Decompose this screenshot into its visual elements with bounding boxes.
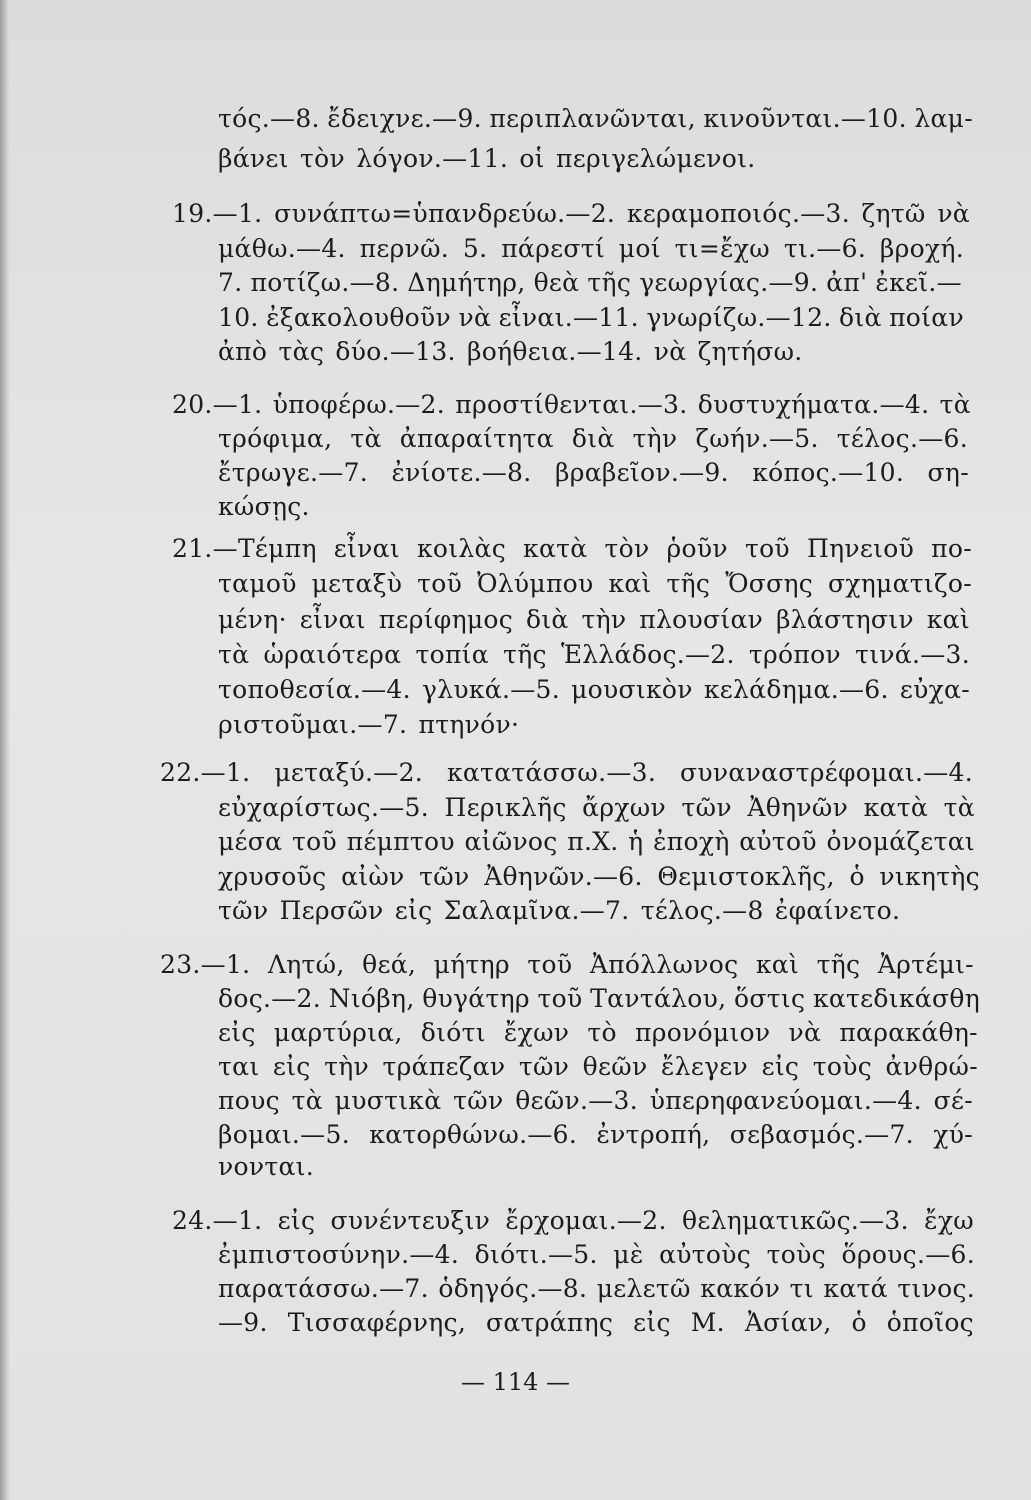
word: ποτίζω.—8. bbox=[250, 268, 400, 297]
word: ἡ bbox=[628, 827, 644, 856]
text-line bbox=[218, 144, 755, 173]
word: κατεδικάσθη bbox=[812, 984, 980, 1013]
word: εἰς bbox=[761, 1052, 800, 1081]
word: κελάδημα.—6. bbox=[703, 675, 889, 704]
text-line bbox=[218, 492, 310, 521]
word: κατά bbox=[823, 1274, 888, 1303]
word: τι bbox=[789, 1274, 814, 1303]
word: βομαι.—5. bbox=[218, 1120, 350, 1149]
word: 7. bbox=[218, 268, 243, 297]
word: εὐχα- bbox=[899, 675, 970, 704]
word: σατράπης bbox=[486, 1308, 614, 1337]
word: βραβεῖον.—9. bbox=[554, 458, 729, 487]
word: Περσῶν bbox=[279, 896, 384, 925]
text-line bbox=[218, 104, 973, 133]
word: εἰς bbox=[218, 1018, 256, 1047]
text-line bbox=[218, 862, 980, 891]
word: ἐνίοτε.—8. bbox=[391, 458, 532, 487]
text-line bbox=[218, 569, 972, 598]
word: Ἀσίαν, bbox=[744, 1308, 832, 1337]
word: αἰὼν bbox=[341, 862, 405, 891]
word: τοῦ bbox=[291, 827, 337, 856]
word: Περικλῆς bbox=[444, 793, 567, 822]
word: κινοῦνται.—10. bbox=[703, 104, 907, 133]
word: μουσικὸν bbox=[571, 675, 693, 704]
word: τὰς bbox=[278, 337, 325, 366]
word: κώσῃς. bbox=[218, 492, 310, 521]
word: διὰ bbox=[839, 303, 882, 332]
word: οἱ bbox=[519, 144, 545, 173]
word: τέλος.—6. bbox=[836, 424, 968, 453]
word: μὲ bbox=[613, 1240, 644, 1269]
text-line bbox=[218, 1308, 974, 1337]
word: τὰ bbox=[350, 424, 382, 453]
word: κατὰ bbox=[863, 793, 929, 822]
word: πάρεστί bbox=[501, 234, 605, 263]
word: περνῶ. bbox=[359, 234, 450, 263]
word: καὶ bbox=[608, 569, 652, 598]
word: ὀνομάζεται bbox=[826, 827, 975, 856]
word: ζητήσω. bbox=[697, 337, 803, 366]
word: περίφημος bbox=[378, 605, 514, 634]
word: 10. bbox=[218, 303, 259, 332]
word: τὸν bbox=[300, 144, 346, 173]
word: 21.—Τέμπη bbox=[172, 534, 317, 563]
word: Ἑλλάδος.—2. bbox=[560, 640, 735, 669]
word: 24.—1. bbox=[172, 1206, 263, 1235]
word: Τισσαφέρνης, bbox=[287, 1308, 467, 1337]
word: προστίθενται.—3. bbox=[455, 390, 688, 419]
word: γεωργίας.—9. bbox=[639, 268, 819, 297]
word: Πηνειοῦ bbox=[806, 534, 915, 563]
word: ἀνθρώ- bbox=[885, 1052, 978, 1081]
word: βάνει bbox=[218, 144, 289, 173]
word: ἀπ' bbox=[826, 268, 868, 297]
word: βοήθεια.—14. bbox=[467, 337, 643, 366]
word: εἶναι bbox=[299, 605, 366, 634]
word: δος.—2. bbox=[218, 984, 322, 1013]
word: αὐτοὺς bbox=[659, 1240, 752, 1269]
word: ἄρχων bbox=[582, 793, 666, 822]
word: τι.—6. bbox=[783, 234, 867, 263]
page-number: — 114 — bbox=[460, 1368, 571, 1396]
word: ἔχων bbox=[503, 1018, 570, 1047]
text-line bbox=[218, 984, 980, 1013]
text-line bbox=[218, 1086, 973, 1115]
word: μυστικὰ bbox=[334, 1086, 442, 1115]
word: τὸ bbox=[587, 1018, 617, 1047]
word: περιπλανῶνται, bbox=[489, 104, 696, 133]
word: μελετῶ bbox=[596, 1274, 691, 1303]
word: τὰ bbox=[943, 793, 975, 822]
word: σέ- bbox=[933, 1086, 973, 1115]
text-line bbox=[218, 605, 970, 634]
word: τρόφιμα, bbox=[218, 424, 333, 453]
word: τοὺς bbox=[812, 1052, 872, 1081]
text-line bbox=[172, 1206, 974, 1235]
text-line bbox=[218, 268, 962, 297]
word: θεά, bbox=[362, 950, 417, 979]
word: ζωήν.—5. bbox=[695, 424, 819, 453]
word: πο- bbox=[931, 534, 972, 563]
word: Θεμιστοκλῆς, bbox=[657, 862, 835, 891]
word: τὴν bbox=[632, 424, 678, 453]
word: αἰῶνος bbox=[464, 827, 558, 856]
text-line bbox=[218, 1120, 973, 1149]
word: κεραμοποιός.—3. bbox=[626, 199, 850, 228]
word: Ἀρτέμι- bbox=[877, 950, 974, 979]
word: τὰ bbox=[218, 640, 250, 669]
word: τοπία bbox=[415, 640, 489, 669]
word: καὶ bbox=[926, 605, 970, 634]
text-line bbox=[160, 950, 974, 979]
word: Σαλαμῖνα.—7. bbox=[443, 896, 630, 925]
word: ριστοῦμαι.—7. bbox=[218, 710, 408, 739]
word: ὁδηγός.—8. bbox=[438, 1274, 588, 1303]
word: ταμοῦ bbox=[218, 569, 297, 598]
word: θυγάτηρ bbox=[422, 984, 530, 1013]
word: τοῦ bbox=[744, 534, 790, 563]
word: σεβασμός.—7. bbox=[729, 1120, 914, 1149]
word: δυστυχήματα.—4. bbox=[697, 390, 930, 419]
word: σχηματιζο- bbox=[827, 569, 972, 598]
word: ποίαν bbox=[889, 303, 964, 332]
word: ἐξακολουθοῦν bbox=[266, 303, 452, 332]
text-line bbox=[218, 458, 969, 487]
word: μεταξὺ bbox=[311, 569, 403, 598]
word: κατορθώνω.—6. bbox=[369, 1120, 578, 1149]
word: ὁ bbox=[851, 1308, 867, 1337]
word: εἶναι bbox=[333, 534, 400, 563]
word: τι=ἔχω bbox=[674, 234, 770, 263]
word: ἐκεῖ.— bbox=[875, 268, 962, 297]
word: ἔτρωγε.—7. bbox=[218, 458, 369, 487]
word: νὰ bbox=[937, 199, 970, 228]
word: διότι bbox=[420, 1018, 486, 1047]
word: εἰς bbox=[277, 1206, 316, 1235]
word: Ὀλύμπου bbox=[476, 569, 594, 598]
word: τὴν bbox=[581, 605, 627, 634]
text-line bbox=[218, 640, 970, 669]
text-line bbox=[218, 1018, 978, 1047]
word: 23.—1. bbox=[160, 950, 251, 979]
word: ἔλεγεν bbox=[660, 1052, 749, 1081]
word: τῆς bbox=[666, 569, 711, 598]
word: νικητὴς bbox=[879, 862, 980, 891]
word: νὰ bbox=[788, 1018, 822, 1047]
word: ται bbox=[218, 1052, 260, 1081]
word: ἀπὸ bbox=[218, 337, 268, 366]
text-line bbox=[218, 710, 519, 739]
word: θεληματικῶς.—3. bbox=[681, 1206, 909, 1235]
word: τέλος.—8 bbox=[640, 896, 764, 925]
word: διὰ bbox=[571, 424, 615, 453]
text-line bbox=[218, 675, 970, 704]
text-line bbox=[218, 1274, 975, 1303]
text-line bbox=[172, 390, 971, 419]
word: τῶν bbox=[218, 896, 269, 925]
word: μεταξύ.—2. bbox=[274, 758, 424, 787]
word: λόγον.—11. bbox=[356, 144, 509, 173]
text-line bbox=[218, 827, 975, 856]
word: θεῶν.—3. bbox=[515, 1086, 638, 1115]
word: κακόν bbox=[700, 1274, 781, 1303]
word: θεὰ bbox=[533, 268, 580, 297]
word: τράπεζαν bbox=[382, 1052, 506, 1081]
word: πτηνόν· bbox=[418, 710, 520, 739]
word: ὑπερηφανεύομαι.—4. bbox=[649, 1086, 922, 1115]
word: π.Χ. bbox=[567, 827, 619, 856]
text-line bbox=[218, 793, 975, 822]
word: ἐμπιστοσύνην.—4. bbox=[218, 1240, 460, 1269]
word: χύ- bbox=[933, 1120, 973, 1149]
word: ἐποχὴ bbox=[653, 827, 730, 856]
word: —9. bbox=[218, 1308, 268, 1337]
word: τῶν bbox=[419, 862, 470, 891]
word: ὁ bbox=[849, 862, 865, 891]
word: παρακάθη- bbox=[839, 1018, 978, 1047]
word: τινά.—3. bbox=[855, 640, 970, 669]
word: ζητῶ bbox=[861, 199, 926, 228]
word: Ἀθηνῶν.—6. bbox=[484, 862, 643, 891]
text-line bbox=[172, 199, 970, 228]
word: γλυκά.—5. bbox=[421, 675, 560, 704]
word: μέσα bbox=[218, 827, 283, 856]
word: κατατάσσω.—3. bbox=[446, 758, 657, 787]
text-line bbox=[218, 896, 900, 925]
word: διότι.—5. bbox=[474, 1240, 598, 1269]
word: 19.—1. bbox=[172, 199, 263, 228]
word: μάθω.—4. bbox=[218, 234, 346, 263]
word: τῆς bbox=[816, 950, 861, 979]
word: εἰς bbox=[633, 1308, 671, 1337]
text-line bbox=[218, 1240, 975, 1269]
word: κατὰ bbox=[523, 534, 588, 563]
word: 22.—1. bbox=[160, 758, 251, 787]
word: τοῦ bbox=[527, 950, 573, 979]
word: Ἀθηνῶν bbox=[747, 793, 849, 822]
word: τοὺς bbox=[766, 1240, 826, 1269]
text-line bbox=[218, 337, 803, 366]
word: δύο.—13. bbox=[335, 337, 456, 366]
text-line bbox=[218, 424, 968, 453]
word: παρατάσσω.—7. bbox=[218, 1274, 429, 1303]
word: τῆς bbox=[587, 268, 632, 297]
word: μένη· bbox=[218, 605, 287, 634]
word: πους bbox=[218, 1086, 280, 1115]
word: Ταντάλου, bbox=[590, 984, 727, 1013]
word: μήτηρ bbox=[433, 950, 510, 979]
text-line bbox=[218, 303, 964, 332]
word: νονται. bbox=[218, 1152, 315, 1181]
word: πέμπτου bbox=[346, 827, 455, 856]
word: Δημήτηρ, bbox=[407, 268, 526, 297]
word: χρυσοῦς bbox=[218, 862, 327, 891]
text-line bbox=[218, 234, 964, 263]
word: κόπος.—10. bbox=[752, 458, 905, 487]
word: γνωρίζω.—12. bbox=[646, 303, 832, 332]
word: κοιλὰς bbox=[416, 534, 506, 563]
word: νὰ bbox=[653, 337, 687, 366]
word: εἶναι.—11. bbox=[498, 303, 639, 332]
word: εὐχαρίστως.—5. bbox=[218, 793, 429, 822]
word: ἀπαραίτητα bbox=[399, 424, 554, 453]
text-line bbox=[218, 1152, 314, 1181]
word: πλουσίαν bbox=[639, 605, 764, 634]
text-line bbox=[160, 758, 973, 787]
word: Μ. bbox=[690, 1308, 725, 1337]
word: ὅρους.—6. bbox=[841, 1240, 975, 1269]
word: συναναστρέφομαι.—4. bbox=[680, 758, 973, 787]
word: τὸν bbox=[604, 534, 650, 563]
word: βροχή. bbox=[879, 234, 964, 263]
word: τὰ bbox=[291, 1086, 323, 1115]
word: Νιόβη, bbox=[328, 984, 415, 1013]
word: ὡραιότερα bbox=[263, 640, 402, 669]
word: τῶν bbox=[518, 1052, 570, 1081]
word: ὑποφέρω.—2. bbox=[272, 390, 446, 419]
word: ῥοῦν bbox=[666, 534, 728, 563]
word: τινος. bbox=[897, 1274, 975, 1303]
word: τοποθεσία.—4. bbox=[218, 675, 411, 704]
word: περιγελώμενοι. bbox=[556, 144, 756, 173]
word: τῆς bbox=[503, 640, 547, 669]
text-line bbox=[172, 534, 972, 563]
word: ση- bbox=[927, 458, 969, 487]
word: τῶν bbox=[681, 793, 732, 822]
word: τὰ bbox=[939, 390, 971, 419]
word: τρόπον bbox=[748, 640, 841, 669]
word: μοί bbox=[618, 234, 661, 263]
word: θεῶν bbox=[582, 1052, 648, 1081]
word: συνέντευξιν bbox=[330, 1206, 491, 1235]
word: εἰς bbox=[394, 896, 433, 925]
word: εἰς bbox=[272, 1052, 311, 1081]
word: μαρτύρια, bbox=[273, 1018, 403, 1047]
word: ἐντροπή, bbox=[596, 1120, 711, 1149]
word: ἔδειχνε.—9. bbox=[327, 104, 482, 133]
word: ἐφαίνετο. bbox=[774, 896, 901, 925]
word: λαμ- bbox=[914, 104, 973, 133]
word: ἔρχομαι.—2. bbox=[505, 1206, 667, 1235]
word: τὴν bbox=[324, 1052, 369, 1081]
word: τός.—8. bbox=[218, 104, 320, 133]
word: βλάστησιν bbox=[776, 605, 914, 634]
word: 20.—1. bbox=[172, 390, 263, 419]
word: Ἀπόλλωνος bbox=[589, 950, 739, 979]
word: καὶ bbox=[755, 950, 800, 979]
word: ἔχω bbox=[924, 1206, 974, 1235]
word: συνάπτω=ὑπανδρεύω.—2. bbox=[274, 199, 616, 228]
word: Ὄσσης bbox=[725, 569, 814, 598]
text-line bbox=[218, 1052, 978, 1081]
word: προνόμιον bbox=[634, 1018, 771, 1047]
word: αὐτοῦ bbox=[739, 827, 817, 856]
word: τοῦ bbox=[537, 984, 583, 1013]
word: ὅστις bbox=[734, 984, 806, 1013]
word: ὁποῖος bbox=[886, 1308, 974, 1337]
word: διὰ bbox=[525, 605, 569, 634]
word: 5. bbox=[462, 234, 488, 263]
word: τοῦ bbox=[417, 569, 463, 598]
word: νὰ bbox=[458, 303, 492, 332]
word: Λητώ, bbox=[267, 950, 345, 979]
word: τῶν bbox=[453, 1086, 504, 1115]
